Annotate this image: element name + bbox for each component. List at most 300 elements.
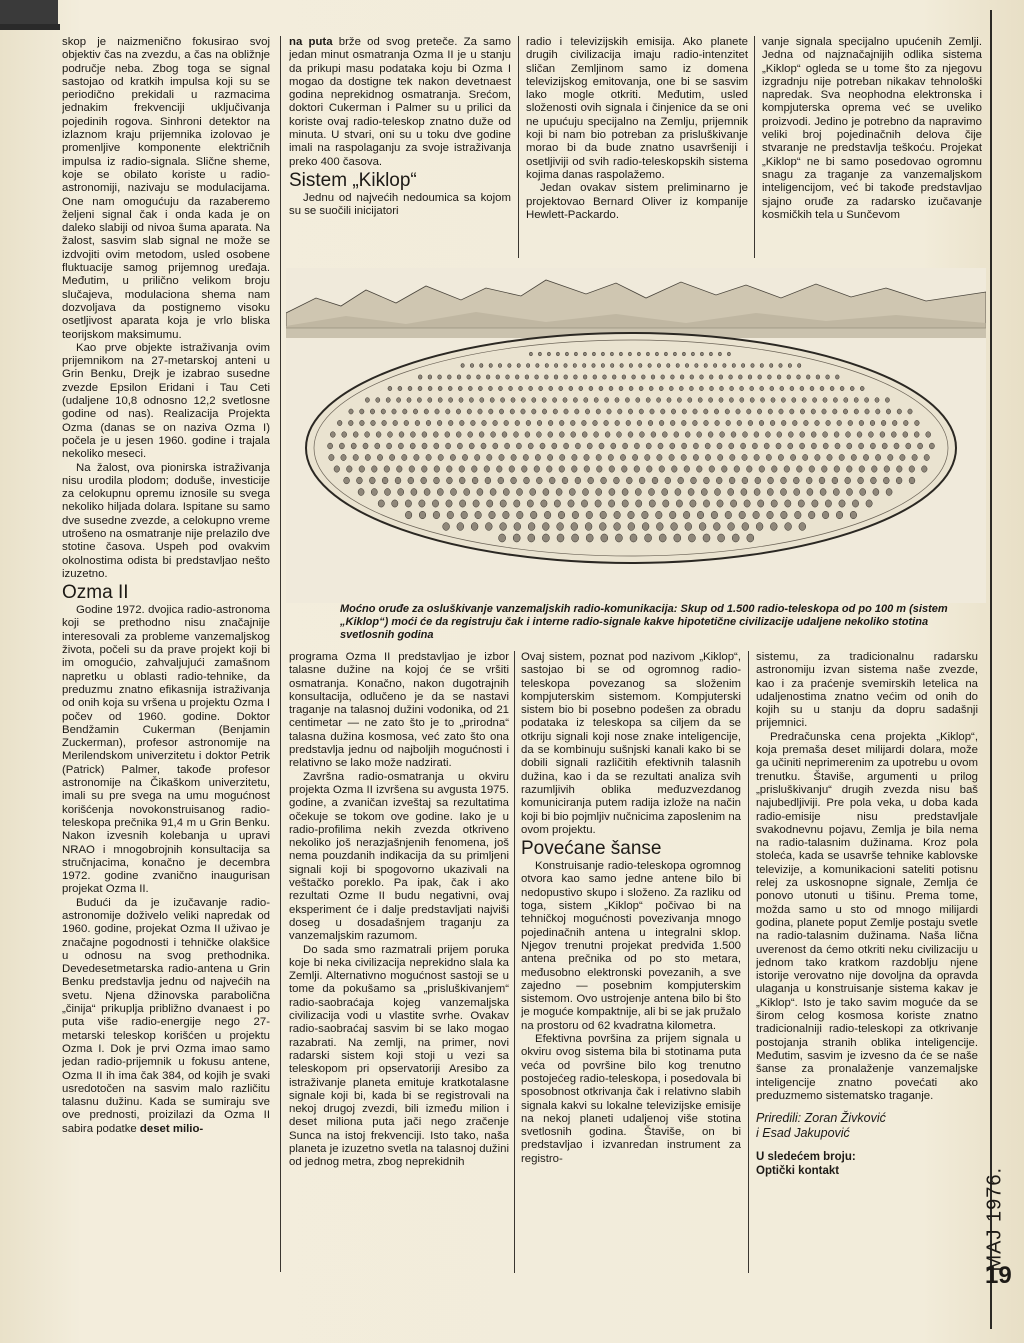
antenna-dish — [365, 398, 369, 403]
antenna-dish — [860, 489, 866, 496]
antenna-dish — [569, 386, 573, 391]
antenna-dish — [511, 398, 515, 403]
antenna-dish — [676, 364, 679, 368]
antenna-dish — [574, 375, 578, 379]
antenna-dish — [608, 500, 614, 507]
antenna-dish — [542, 523, 549, 531]
antenna-dish — [663, 500, 669, 507]
antenna-dish — [536, 432, 541, 438]
antenna-dish — [743, 432, 748, 438]
antenna-dish — [547, 454, 552, 460]
antenna-dish — [349, 409, 353, 414]
antenna-dish — [549, 477, 555, 484]
antenna-dish — [703, 534, 710, 542]
antenna-dish — [477, 489, 483, 496]
antenna-dish — [628, 409, 632, 414]
antenna-dish — [617, 432, 622, 438]
antenna-dish — [872, 466, 878, 472]
antenna-dish — [760, 386, 764, 391]
antenna-dish — [493, 420, 498, 425]
antenna-dish — [605, 398, 609, 403]
antenna-dish — [802, 398, 806, 403]
antenna-dish — [740, 398, 744, 403]
antenna-dish — [405, 511, 412, 519]
column-4-top — [762, 36, 982, 260]
antenna-dish — [682, 409, 686, 414]
antenna-dish — [742, 523, 749, 531]
antenna-dish — [886, 409, 890, 414]
antenna-dish — [382, 477, 388, 484]
antenna-dish — [858, 477, 864, 484]
antenna-dish — [720, 432, 725, 438]
antenna-dish — [583, 375, 587, 379]
antenna-dish — [781, 398, 785, 403]
antenna-dish — [873, 489, 879, 496]
antenna-dish — [542, 409, 546, 414]
antenna-dish — [882, 443, 887, 449]
antenna-dish — [588, 477, 594, 484]
antenna-dish — [485, 477, 491, 484]
antenna-dish — [764, 443, 769, 449]
antenna-dish — [489, 409, 493, 414]
antenna-dish — [741, 364, 744, 368]
antenna-dish — [908, 409, 912, 414]
antenna-dish — [682, 443, 687, 449]
antenna-dish — [880, 432, 885, 438]
antenna-dish — [649, 386, 653, 391]
antenna-dish — [836, 511, 843, 519]
antenna-dish — [683, 511, 690, 519]
antenna-dish — [618, 409, 622, 414]
antenna-dish — [740, 386, 744, 391]
antenna-dish — [369, 477, 375, 484]
antenna-dish — [639, 409, 643, 414]
antenna-dish — [572, 534, 579, 542]
antenna-dish — [645, 534, 652, 542]
antenna-dish — [710, 386, 714, 391]
antenna-dish — [637, 352, 640, 356]
antenna-dish — [870, 477, 876, 484]
antenna-dish — [572, 454, 577, 460]
antenna-dish — [592, 364, 595, 368]
antenna-dish — [685, 523, 692, 531]
antenna-dish — [422, 432, 427, 438]
antenna-dish — [619, 386, 623, 391]
column-5 — [289, 651, 509, 1273]
antenna-dish — [371, 489, 377, 496]
antenna-dish — [601, 352, 604, 356]
antenna-dish — [705, 454, 710, 460]
antenna-dish — [472, 466, 478, 472]
antenna-dish — [433, 511, 440, 519]
antenna-dish — [556, 489, 562, 496]
antenna-dish — [526, 420, 531, 425]
antenna-dish — [770, 420, 775, 425]
antenna-dish — [918, 443, 923, 449]
antenna-dish — [810, 386, 814, 391]
antenna-dish — [659, 386, 663, 391]
antenna-dish — [386, 398, 390, 403]
antenna-dish — [462, 454, 467, 460]
antenna-dish — [718, 352, 721, 356]
antenna-dish — [609, 466, 615, 472]
antenna-dish — [479, 432, 484, 438]
antenna-dish — [615, 420, 620, 425]
antenna-dish — [793, 477, 799, 484]
antenna-dish — [730, 386, 734, 391]
antenna-dish — [498, 364, 501, 368]
antenna-dish — [448, 420, 453, 425]
antenna-dish — [897, 466, 903, 472]
antenna-dish — [584, 454, 589, 460]
antenna-dish — [438, 454, 443, 460]
antenna-dish — [529, 386, 533, 391]
antenna-dish — [777, 432, 782, 438]
antenna-dish — [418, 375, 422, 379]
antenna-dish — [548, 420, 553, 425]
antenna-dish — [758, 375, 762, 379]
antenna-dish — [850, 511, 857, 519]
antenna-dish — [788, 443, 793, 449]
antenna-dish — [690, 375, 694, 379]
antenna-dish — [536, 364, 539, 368]
col1-para-5-text: Budući da je izučavanje radio-astronomije doživelo veliki napredak od 1960. godine, projekat Ozma II uživao je značajne pogodnosti i tehničke olakšice u odnosu na svog prethodnika. Devedesetmetarska radio-antena u Grin Benku predstavlja jednu od najvećih na svetu. Njena džinovska parabolična „činija“ prikuplja približno dvanaest i po puta više radio-energije nego 27-metarski teleskop korišćen u projektu Ozma I. Dok je prvi Ozma imao samo jedan radio-prijemnik u fokusu antene, Ozma II ih ima čak 384, od kojih je svaki usredotočen na sasvim malo različitu talasnu dužinu. Kada se sumiraju sve ove prednosti, proizilazi da Ozma II sabira podatke — [62, 896, 270, 1135]
antenna-dish — [691, 477, 697, 484]
antenna-dish — [637, 420, 642, 425]
antenna-dish — [628, 432, 633, 438]
antenna-dish — [392, 500, 398, 507]
antenna-dish — [790, 386, 794, 391]
antenna-dish — [553, 409, 557, 414]
antenna-dish — [677, 398, 681, 403]
antenna-dish — [330, 432, 335, 438]
antenna-dish — [402, 454, 407, 460]
antenna-dish — [819, 477, 825, 484]
antenna-dish — [717, 500, 723, 507]
antenna-dish — [704, 420, 709, 425]
antenna-dish — [888, 454, 893, 460]
antenna-dish — [433, 432, 438, 438]
antenna-dish — [570, 420, 575, 425]
antenna-dish — [596, 489, 602, 496]
antenna-dish — [415, 420, 420, 425]
antenna-dish — [704, 409, 708, 414]
col2-para-1 — [289, 36, 511, 169]
antenna-dish — [443, 523, 450, 531]
antenna-dish — [651, 375, 655, 379]
col5-para-2: Završna radio-osmatranja u okviru projekta Ozma II izvršena su avgusta 1975. godine, a zvaničan izveštaj sa rezultatima očekuje se tokom ove godine. Iako je u radio-profilima nekih zvezda otkriveno nekoliko još nerazjašnjenih fenomena, još nema pouzdanih indikacija da su primljeni signali koji bi spogovorno ukazivali na veštačko poreklo. Pa ipak, čak i ako rezultati Ozme II budu negativni, ovaj eksperiment će i dalje predstavljati najviši doseg u dosadašnjem traganju za vanzemaljskim razumom. — [289, 770, 509, 943]
antenna-dish — [384, 489, 390, 496]
antenna-dish — [501, 398, 505, 403]
column-separator — [518, 36, 519, 258]
antenna-dish — [909, 477, 915, 484]
antenna-dish — [825, 500, 831, 507]
antenna-dish — [747, 466, 753, 472]
antenna-dish — [515, 375, 519, 379]
antenna-dish — [768, 409, 772, 414]
antenna-dish — [589, 386, 593, 391]
antenna-dish — [674, 432, 679, 438]
antenna-dish — [852, 500, 858, 507]
antenna-dish — [720, 386, 724, 391]
antenna-dish — [659, 534, 666, 542]
antenna-dish — [538, 352, 541, 356]
col6-para-1: Ovaj sistem, poznat pod nazivom „Kiklop“, sastojao bi se od ogromnog radio-teleskopa povezanog sa složenim kompjuterskim sistemom. Kompjuterski sistem bio bi posebno podešen za obradu podataka iz teleskopa sa ciljem da se otkriju signali koji nose znake inteligencije, da se kombinuju sušnjski kanali kako bi se dobili signali različitih efektivnih talasnih dužina, kao i da se rezultati analiza svih razumljivih oblika međuzvezdanog komuniciranja putem radija izlože na način koji bi bio pojmljiv nučnicima zaposlenim na ovom projektu. — [521, 651, 741, 836]
antenna-dish — [875, 398, 879, 403]
next-issue-label: U sledećem broju: — [756, 1151, 856, 1164]
antenna-dish — [667, 364, 670, 368]
antenna-dish — [604, 420, 609, 425]
antenna-dish — [422, 466, 428, 472]
antenna-dish — [642, 523, 649, 531]
antenna-dish — [438, 398, 442, 403]
antenna-dish — [674, 534, 681, 542]
antenna-dish — [784, 466, 790, 472]
antenna-dish — [655, 352, 658, 356]
antenna-dish — [839, 500, 845, 507]
col2-para-1-text: brže od svog preteče. Za samo jedan minut osmatranja Ozma II je u stanju da prikupi masu podataka koju bi Ozma I mogao da dostigne tek nakon devetnaest godina neprekidnog osmatranja. Srećom, doktori Cukerman i Palmer su u prilici da koriste ovaj radio-teleskop znatno duže od minuta. U stvari, oni su u toku dve godine imali na raspolaganju za svoje istraživanja preko 400 časova. — [289, 36, 511, 168]
antenna-dish — [519, 386, 523, 391]
antenna-dish — [769, 364, 772, 368]
antenna-dish — [528, 534, 535, 542]
antenna-dish — [398, 443, 403, 449]
antenna-dish — [847, 443, 852, 449]
antenna-dish — [510, 409, 514, 414]
antenna-dish — [490, 489, 496, 496]
antenna-dish — [488, 386, 492, 391]
antenna-dish — [755, 477, 761, 484]
antenna-dish — [645, 454, 650, 460]
antenna-dish — [685, 364, 688, 368]
antenna-dish — [800, 443, 805, 449]
antenna-dish — [924, 454, 929, 460]
col2-para-1-bold: na puta — [289, 36, 333, 48]
antenna-dish — [697, 511, 704, 519]
antenna-dish — [714, 409, 718, 414]
antenna-dish — [514, 523, 521, 531]
antenna-dish — [532, 398, 536, 403]
antenna-dish — [424, 409, 428, 414]
antenna-dish — [797, 364, 800, 368]
antenna-dish — [629, 364, 632, 368]
antenna-dish — [684, 466, 690, 472]
antenna-dish — [468, 386, 472, 391]
antenna-dish — [680, 375, 684, 379]
antenna-dish — [772, 466, 778, 472]
antenna-dish — [438, 386, 442, 391]
antenna-dish — [438, 375, 442, 379]
antenna-dish — [730, 500, 736, 507]
antenna-dish — [571, 523, 578, 531]
antenna-dish — [557, 523, 564, 531]
antenna-dish — [835, 375, 839, 379]
antenna-dish — [628, 523, 635, 531]
antenna-dish — [564, 443, 569, 449]
antenna-dish — [881, 420, 886, 425]
antenna-dish — [511, 454, 516, 460]
antenna-dish — [503, 511, 510, 519]
antenna-dish — [457, 375, 461, 379]
antenna-dish — [599, 523, 606, 531]
antenna-dish — [497, 466, 503, 472]
antenna-dish — [548, 432, 553, 438]
col1-para-5 — [62, 897, 270, 1136]
antenna-dish — [613, 477, 619, 484]
antenna-dish — [408, 386, 412, 391]
antenna-dish — [611, 443, 616, 449]
antenna-dish — [593, 375, 597, 379]
antenna-dish — [603, 375, 607, 379]
antenna-dish — [587, 443, 592, 449]
antenna-dish — [729, 375, 733, 379]
antenna-dish — [671, 375, 675, 379]
antenna-dish — [471, 523, 478, 531]
antenna-dish — [615, 534, 622, 542]
antenna-dish — [822, 409, 826, 414]
antenna-dish — [914, 432, 919, 438]
column-7 — [756, 651, 978, 1281]
antenna-dish — [690, 500, 696, 507]
antenna-dish — [900, 454, 905, 460]
column-1 — [62, 36, 270, 1274]
antenna-dish — [646, 352, 649, 356]
antenna-dish — [614, 511, 621, 519]
antenna-dish — [421, 477, 427, 484]
antenna-dish — [514, 500, 520, 507]
col1-para-4: Godine 1972. dvojica radio-astronoma koji se prethodno nisu značajnije interesovali za probleme vanzemaljskog života, počeli su da prave projekt koji bi im omogućio, zahvaljujući zamašnom napretku u oblasti radio-tehnike, da preduzmu znatno efikasnija istraživanja od onih koja su vršena u projektu Ozma I počev od 1960. godine. Doktor Bendžamin Cukerman (Benjamin Zuckerman), profesor astronomije na Merilendskom univerzitetu i doktor Petrik (Patrick) Palmer, takođe profesor astronomije na Čikaškom univerzitetu, imali su pre svega na umu mogućnost korišćenja novokonstruisanog radio-teleskopa prečnika 91,4 m u Grin Benku. Nakon izvesnih kolebanja u upravi NRAO i mnogobrojnih konsultacija sa stručnjacima, konačno je decembra 1972. godine zvanično inaugurisan projekat Ozma II. — [62, 604, 270, 896]
antenna-dish — [437, 420, 442, 425]
antenna-dish — [582, 420, 587, 425]
antenna-dish — [490, 398, 494, 403]
antenna-dish — [499, 409, 503, 414]
right-margin-rule — [990, 10, 992, 1329]
antenna-dish — [859, 420, 864, 425]
antenna-dish — [652, 477, 658, 484]
antenna-dish — [525, 432, 530, 438]
antenna-dish — [536, 477, 542, 484]
antenna-dish — [837, 420, 842, 425]
antenna-dish — [560, 454, 565, 460]
antenna-dish — [709, 466, 715, 472]
kiklop-antenna-array-illustration — [286, 268, 986, 603]
antenna-dish — [748, 375, 752, 379]
antenna-dish — [688, 489, 694, 496]
antenna-dish — [544, 375, 548, 379]
antenna-dish — [547, 466, 553, 472]
antenna-dish — [610, 364, 613, 368]
antenna-dish — [718, 534, 725, 542]
antenna-dish — [759, 420, 764, 425]
antenna-dish — [547, 352, 550, 356]
antenna-dish — [600, 511, 607, 519]
antenna-dish — [657, 398, 661, 403]
antenna-dish — [897, 409, 901, 414]
antenna-dish — [540, 443, 545, 449]
antenna-dish — [634, 443, 639, 449]
corner-tab-edge — [0, 24, 60, 30]
antenna-dish — [628, 511, 635, 519]
antenna-dish — [704, 364, 707, 368]
antenna-dish — [647, 466, 653, 472]
antenna-dish — [502, 432, 507, 438]
col6-para-2: Konstruisanje radio-teleskopa ogromnog otvora kao samo jedne antene bilo bi nedopustivo skupo i složeno. Za razliku od toga, sistem „Kiklop“ počivao bi na tehničkoj mogućnosti povezivanja mnogo pojedinačnih antena u integralni sklop. Njegov trenutni projekat predviđa 1.500 antena prečnika od po sto metara, međusobno elektronski povezanih, a sve zajedno — posebnim kompjuterskim sistemom. Ovo ustrojenje antena bilo bi što je moguće kompaktnije, ali bi se jak pružalo na prostoru od 62 kvadratna kilometra. — [521, 860, 741, 1032]
antenna-dish — [583, 352, 586, 356]
antenna-dish — [408, 477, 414, 484]
antenna-dish — [657, 364, 660, 368]
antenna-dish — [622, 466, 628, 472]
antenna-dish — [360, 420, 365, 425]
antenna-dish — [482, 420, 487, 425]
antenna-dish — [372, 466, 378, 472]
antenna-dish — [788, 364, 791, 368]
antenna-dish — [585, 409, 589, 414]
antenna-dish — [641, 375, 645, 379]
antenna-dish — [499, 534, 506, 542]
antenna-dish — [657, 454, 662, 460]
antenna-dish — [671, 523, 678, 531]
antenna-dish — [517, 364, 520, 368]
antenna-dish — [639, 364, 642, 368]
antenna-dish — [670, 443, 675, 449]
antenna-dish — [564, 409, 568, 414]
antenna-dish — [868, 432, 873, 438]
antenna-dish — [484, 466, 490, 472]
antenna-dish — [359, 466, 365, 472]
antenna-dish — [753, 511, 760, 519]
antenna-dish — [582, 432, 587, 438]
antenna-dish — [800, 409, 804, 414]
antenna-dish — [571, 432, 576, 438]
antenna-dish — [761, 398, 765, 403]
col3-para-1: radio i televizijskih emisija. Ako planete drugih civilizacija imaju radio-intenzitet sličan Zemljinom samo iz domena televizijskog emitovanja, one bi se sasvim lako mogle otkriti. Međutim, usled složenosti ovih signala i činjenice da se oni ne upućuju specijalno na Zemlju, prijemnik koji bi nam bio potreban za prisluškivanje morao bi da bude znatno usavršeniji i osetljiviji od svih radio-teleskopskih sistema kojima danas raspolažemo. — [526, 36, 748, 181]
antenna-dish — [506, 375, 510, 379]
antenna-dish — [594, 432, 599, 438]
antenna-dish — [557, 534, 564, 542]
antenna-dish — [701, 489, 707, 496]
antenna-dish — [467, 375, 471, 379]
antenna-dish — [719, 398, 723, 403]
antenna-dish — [554, 375, 558, 379]
antenna-dish — [731, 432, 736, 438]
col3-para-2: Jedan ovakav sistem preliminarno je projektovao Bernard Oliver iz kompanije Hewlett-Packardo. — [526, 182, 748, 221]
antenna-dish — [661, 375, 665, 379]
antenna-dish — [629, 386, 633, 391]
antenna-dish — [409, 466, 415, 472]
antenna-dish — [541, 500, 547, 507]
antenna-dish — [903, 432, 908, 438]
antenna-dish — [535, 375, 539, 379]
antenna-dish — [399, 432, 404, 438]
antenna-dish — [885, 398, 889, 403]
antenna-dish — [713, 364, 716, 368]
antenna-dish — [787, 375, 791, 379]
antenna-dish — [605, 432, 610, 438]
antenna-dish — [485, 523, 492, 531]
heading-ozma-ii: Ozma II — [62, 582, 129, 604]
col5-para-3: Do sada smo razmatrali prijem poruka koje bi neka civilizacija neprekidno slala ka Zemlji. Alternativno mogućnost sastoji se u tome da pokušamo sa „prisluškivanjem“ radio-saobraćaja kojeg vanzemaljska civilizacija vodi u vlastite svrhe. Ovakav radio-saobraćaj sasvim bi se lako mogao razabrati. Na zemlji, na primer, novi radarski sistem koji stoji u vezi sa teleskopom pri opservatoriji Aresibo za istraživanje planeta emituje kratkotalasne signale koji bi, kada bi se registrovali na nekoj drugoj zvezdi, bili između milion i deset miliona puta jači nego zračenje Sunca na istoj frekvenciji. Isto tako, naša planeta je izuzetno svetla na talasnoj dužini od jednog metra, zbog neprekidnih — [289, 943, 509, 1169]
antenna-dish — [528, 443, 533, 449]
antenna-dish — [459, 466, 465, 472]
antenna-dish — [358, 489, 364, 496]
antenna-dish — [834, 432, 839, 438]
antenna-dish — [596, 454, 601, 460]
antenna-dish — [471, 420, 476, 425]
antenna-dish — [649, 500, 655, 507]
antenna-dish — [397, 398, 401, 403]
antenna-dish — [697, 466, 703, 472]
antenna-dish — [522, 466, 528, 472]
antenna-dish — [760, 364, 763, 368]
